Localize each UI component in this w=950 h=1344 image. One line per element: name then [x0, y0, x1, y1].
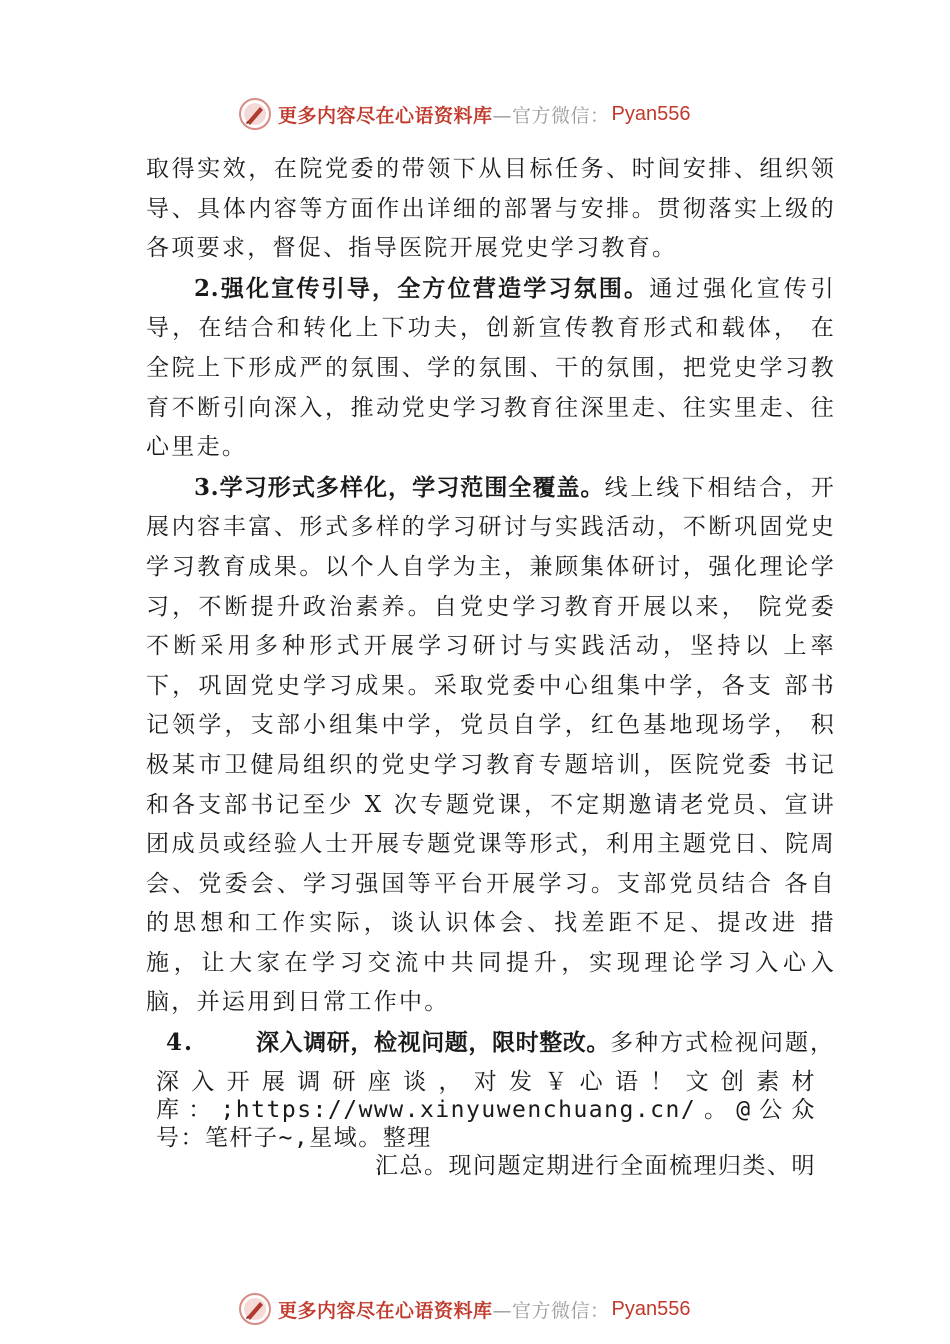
watermark-main-text: 更多内容尽在心语资料库 — [278, 1299, 493, 1322]
watermark-wechat-id: Pyan556 — [611, 1297, 691, 1320]
document-body — [146, 150, 836, 1180]
continuation-last-line: 汇总。现问题定期进行全面梳理归类、明 — [375, 1152, 816, 1179]
paragraph-1: 取得实效，在院党委的带领下从目标任务、时间安排、组织领导、具体内容等方面作出详细的部署与安排。贯彻落实上级的各项要求，督促、指导医院开展党史学习教育。 — [146, 156, 836, 262]
header-watermark — [238, 96, 691, 132]
paragraph-2-text: 通过强化宣传引导，在结合和转化上下功夫，创新宣传教育形式和载体， 在全院上下形成严的氛围、学的氛围、干的氛围，把党史学习教育不断引向深入，推动党史学习教育往深里走、往实里走、往心里走。 — [146, 275, 836, 461]
paragraph-4-heading: 深入调研，检视问题，限时整改。 — [256, 1029, 610, 1057]
paragraph-3-heading: 3.学习形式多样化，学习范围全覆盖。 — [194, 473, 605, 501]
pen-logo-icon — [238, 1292, 272, 1326]
paragraph-4-number: 4. — [166, 1029, 195, 1057]
watermark-wechat-id: Pyan556 — [611, 102, 691, 125]
watermark-separator: —官方微信： — [492, 104, 610, 127]
paragraph-3 — [146, 468, 836, 1023]
paragraph-2 — [146, 269, 836, 468]
continuation-text: 深入开展调研座谈，对发￥心语！文创素材库：;https://www.xinyuwenchuang.cn/。@公众号：笔杆子~,星域。整理 — [156, 1068, 816, 1151]
watermark-main-text: 更多内容尽在心语资料库 — [278, 104, 493, 127]
paragraph-4-continuation — [146, 1068, 816, 1180]
watermark-separator: —官方微信： — [492, 1299, 610, 1322]
paragraph-4-text: 多种方式检视问题， — [610, 1030, 835, 1057]
paragraph-4 — [146, 1023, 836, 1064]
paragraph-2-heading: 2.强化宣传引导，全方位营造学习氛围。 — [194, 274, 650, 302]
paragraph-3-text: 线上线下相结合，开展内容丰富、形式多样的学习研讨与实践活动，不断巩固党史学习教育成果。以个人自学为主，兼顾集体研讨，强化理论学习，不断提升政治素养。自党史学习教育开展以来， 院党委不断采用多种形式开展学习研讨与实践活动，坚持以 上率下，巩固党史学习成果。采取党委中心组集中学，各支 部书记领学，支部小组集中学，党员自学，红色基地现场学， 积极某市卫健局组织的党史学习教育专题培训，医院党委 书记和各支部书记至少 X 次专题党课，不定期邀请老党员、宣讲团成员或经验人士开展专题党课等形式，利用主题党日、院周会、党委会、学习强国等平台开展学习。支部党员结合 各自的思想和工作实际，谈认识体会、找差距不足、提改进 措施，让大家在学习交流中共同提升，实现理论学习入心入 脑，并运用到日常工作中。 — [146, 474, 837, 1016]
footer-watermark — [238, 1291, 691, 1327]
pen-logo-icon — [238, 97, 272, 131]
